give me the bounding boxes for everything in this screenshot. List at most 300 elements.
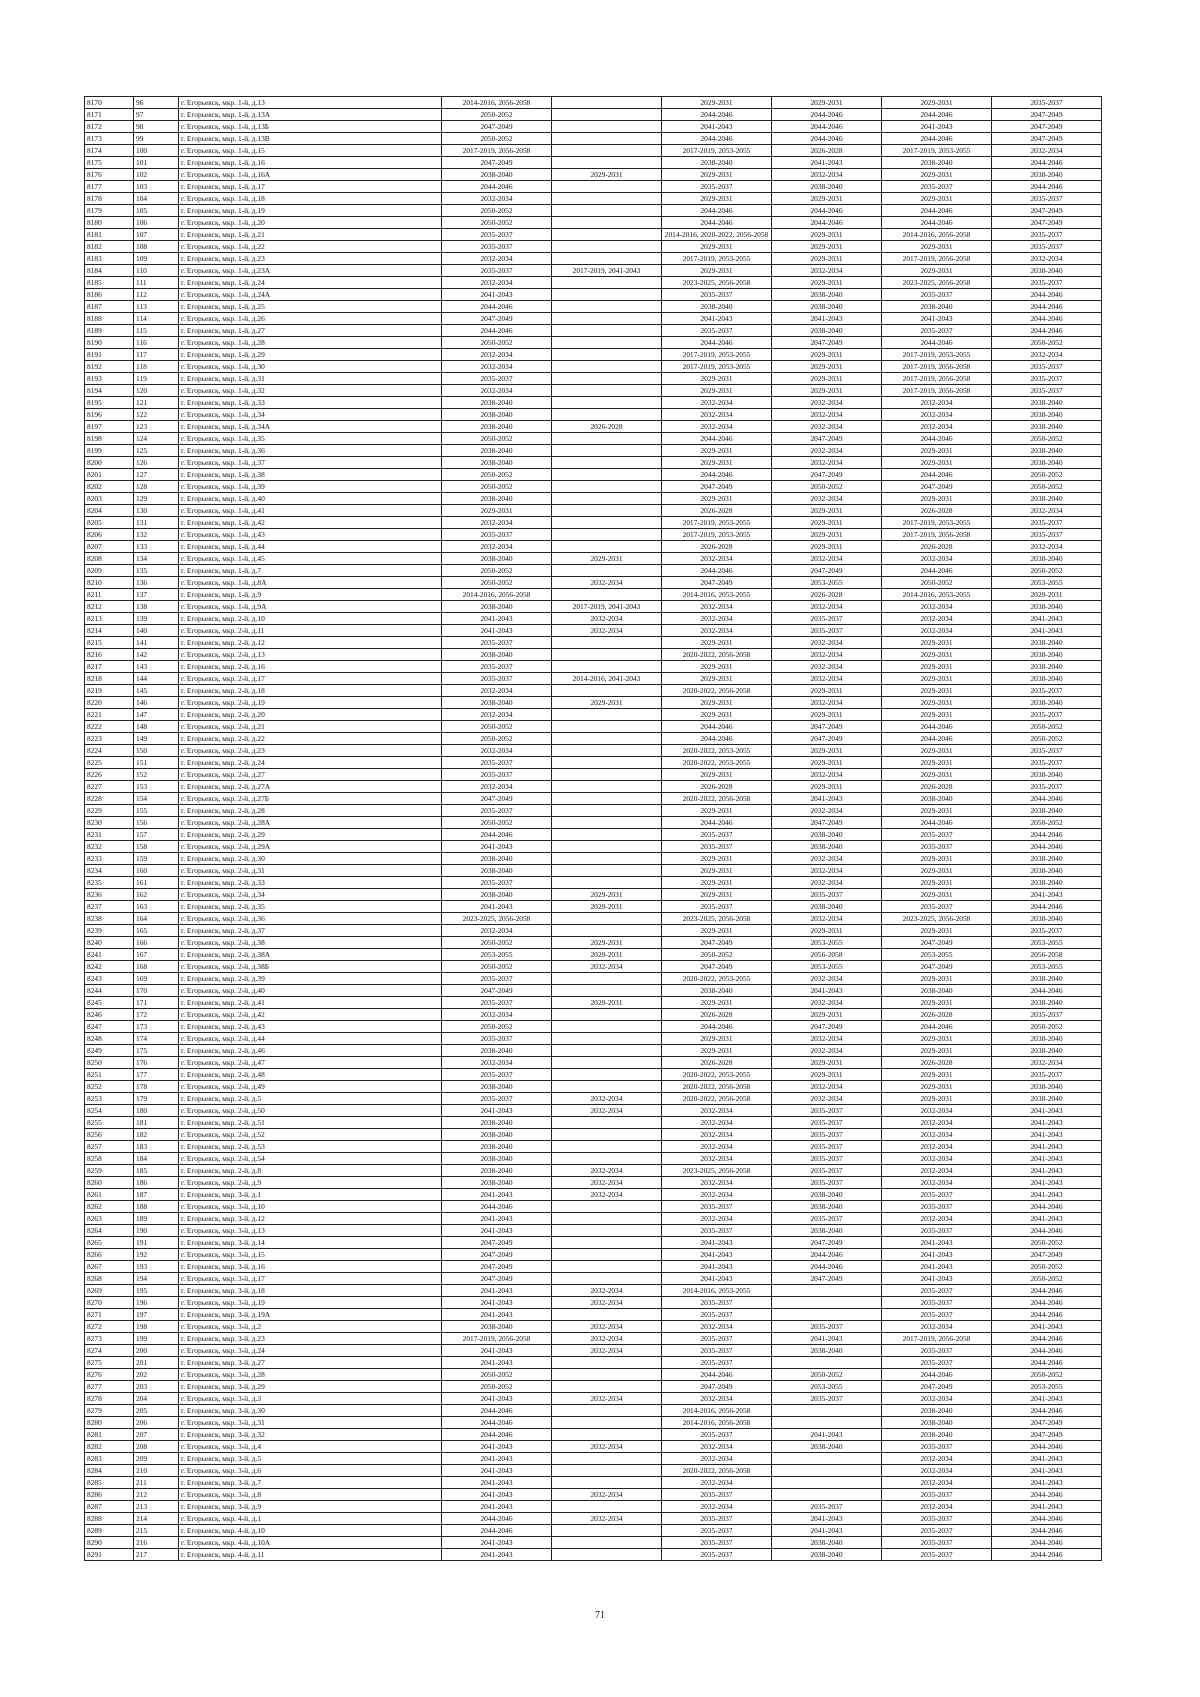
period-cell-4: 2047-2049 (772, 733, 882, 745)
period-cell-5: 2032-2034 (882, 1105, 992, 1117)
table-row (85, 1189, 1102, 1201)
record-id-cell: 8192 (85, 361, 134, 373)
period-cell-1: 2047-2049 (442, 1237, 552, 1249)
period-cell-3: 2014-2016, 2053-2055 (662, 589, 772, 601)
period-cell-4: 2041-2043 (772, 793, 882, 805)
period-cell-6: 2041-2043 (992, 1213, 1102, 1225)
table-row (85, 205, 1102, 217)
address-cell: г. Егорьевск, мкр. 2-й, д.35 (179, 901, 442, 913)
period-cell-3: 2044-2046 (662, 469, 772, 481)
row-number-cell: 145 (134, 685, 179, 697)
table-row (85, 445, 1102, 457)
period-cell-5: 2044-2046 (882, 469, 992, 481)
row-number-cell: 117 (134, 349, 179, 361)
period-cell-5: 2032-2034 (882, 1177, 992, 1189)
period-cell-5: 2029-2031 (882, 1093, 992, 1105)
record-id-cell: 8276 (85, 1369, 134, 1381)
period-cell-5: 2017-2019, 2056-2058 (882, 373, 992, 385)
period-cell-2 (552, 157, 662, 169)
period-cell-1: 2038-2040 (442, 853, 552, 865)
period-cell-2 (552, 1525, 662, 1537)
address-cell: г. Егорьевск, мкр. 2-й, д.20 (179, 709, 442, 721)
row-number-cell: 99 (134, 133, 179, 145)
period-cell-6: 2038-2040 (992, 169, 1102, 181)
table-row (85, 1273, 1102, 1285)
period-cell-1: 2044-2046 (442, 1429, 552, 1441)
period-cell-1: 2038-2040 (442, 601, 552, 613)
period-cell-3: 2044-2046 (662, 337, 772, 349)
period-cell-1: 2041-2043 (442, 1309, 552, 1321)
period-cell-4: 2029-2031 (772, 253, 882, 265)
period-cell-4: 2035-2037 (772, 613, 882, 625)
row-number-cell: 140 (134, 625, 179, 637)
period-cell-2 (552, 757, 662, 769)
row-number-cell: 189 (134, 1213, 179, 1225)
period-cell-4: 2032-2034 (772, 553, 882, 565)
period-cell-3: 2029-2031 (662, 193, 772, 205)
record-id-cell: 8183 (85, 253, 134, 265)
period-cell-6: 2047-2049 (992, 205, 1102, 217)
record-id-cell: 8230 (85, 817, 134, 829)
table-row (85, 805, 1102, 817)
record-id-cell: 8223 (85, 733, 134, 745)
period-cell-5: 2029-2031 (882, 1033, 992, 1045)
period-cell-6: 2050-2052 (992, 733, 1102, 745)
row-number-cell: 203 (134, 1381, 179, 1393)
address-cell: г. Егорьевск, мкр. 1-й, д.32 (179, 385, 442, 397)
period-cell-2 (552, 565, 662, 577)
row-number-cell: 186 (134, 1177, 179, 1189)
row-number-cell: 175 (134, 1045, 179, 1057)
period-cell-1: 2041-2043 (442, 1285, 552, 1297)
period-cell-2 (552, 541, 662, 553)
period-cell-2 (552, 877, 662, 889)
period-cell-6: 2032-2034 (992, 145, 1102, 157)
period-cell-3: 2029-2031 (662, 889, 772, 901)
row-number-cell: 133 (134, 541, 179, 553)
period-cell-4: 2032-2034 (772, 973, 882, 985)
table-row (85, 1345, 1102, 1357)
period-cell-1: 2035-2037 (442, 529, 552, 541)
period-cell-2 (552, 1045, 662, 1057)
row-number-cell: 139 (134, 613, 179, 625)
period-cell-2: 2032-2034 (552, 1321, 662, 1333)
period-cell-4: 2032-2034 (772, 1093, 882, 1105)
period-cell-5: 2035-2037 (882, 901, 992, 913)
period-cell-2 (552, 589, 662, 601)
period-cell-4: 2038-2040 (772, 301, 882, 313)
row-number-cell: 166 (134, 937, 179, 949)
page-number: 71 (595, 1610, 605, 1621)
record-id-cell: 8216 (85, 649, 134, 661)
row-number-cell: 141 (134, 637, 179, 649)
period-cell-4: 2029-2031 (772, 517, 882, 529)
period-cell-1: 2032-2034 (442, 349, 552, 361)
period-cell-4: 2029-2031 (772, 277, 882, 289)
table-row (85, 397, 1102, 409)
period-cell-1: 2038-2040 (442, 1129, 552, 1141)
period-cell-1: 2029-2031 (442, 505, 552, 517)
period-cell-2: 2029-2031 (552, 169, 662, 181)
table-row (85, 673, 1102, 685)
period-cell-6: 2035-2037 (992, 529, 1102, 541)
record-id-cell: 8238 (85, 913, 134, 925)
period-cell-4: 2032-2034 (772, 493, 882, 505)
period-cell-5: 2029-2031 (882, 193, 992, 205)
period-cell-6: 2041-2043 (992, 1105, 1102, 1117)
address-cell: г. Егорьевск, мкр. 3-й, д.30 (179, 1405, 442, 1417)
period-cell-1: 2038-2040 (442, 1177, 552, 1189)
row-number-cell: 115 (134, 325, 179, 337)
period-cell-4: 2029-2031 (772, 925, 882, 937)
period-cell-3: 2035-2037 (662, 1489, 772, 1501)
period-cell-6: 2038-2040 (992, 805, 1102, 817)
period-cell-5: 2029-2031 (882, 865, 992, 877)
period-cell-4: 2032-2034 (772, 169, 882, 181)
record-id-cell: 8222 (85, 721, 134, 733)
row-number-cell: 193 (134, 1261, 179, 1273)
period-cell-2 (552, 1261, 662, 1273)
record-id-cell: 8193 (85, 373, 134, 385)
period-cell-5: 2032-2034 (882, 1117, 992, 1129)
record-id-cell: 8252 (85, 1081, 134, 1093)
period-cell-5: 2032-2034 (882, 1165, 992, 1177)
address-cell: г. Егорьевск, мкр. 2-й, д.43 (179, 1021, 442, 1033)
period-cell-6: 2044-2046 (992, 1537, 1102, 1549)
record-id-cell: 8228 (85, 793, 134, 805)
period-cell-2: 2032-2034 (552, 1333, 662, 1345)
record-id-cell: 8179 (85, 205, 134, 217)
row-number-cell: 178 (134, 1081, 179, 1093)
address-cell: г. Егорьевск, мкр. 2-й, д.42 (179, 1009, 442, 1021)
address-cell: г. Егорьевск, мкр. 3-й, д.14 (179, 1237, 442, 1249)
row-number-cell: 114 (134, 313, 179, 325)
period-cell-3: 2035-2037 (662, 325, 772, 337)
period-cell-3: 2029-2031 (662, 385, 772, 397)
period-cell-1: 2047-2049 (442, 1273, 552, 1285)
period-cell-5: 2035-2037 (882, 1513, 992, 1525)
table-row (85, 1081, 1102, 1093)
period-cell-6: 2035-2037 (992, 745, 1102, 757)
period-cell-6: 2038-2040 (992, 649, 1102, 661)
row-number-cell: 112 (134, 289, 179, 301)
table-row (85, 337, 1102, 349)
period-cell-2 (552, 289, 662, 301)
row-number-cell: 138 (134, 601, 179, 613)
row-number-cell: 119 (134, 373, 179, 385)
period-cell-1: 2050-2052 (442, 733, 552, 745)
period-cell-3: 2032-2034 (662, 1177, 772, 1189)
row-number-cell: 177 (134, 1069, 179, 1081)
period-cell-6: 2044-2046 (992, 1549, 1102, 1561)
record-id-cell: 8286 (85, 1489, 134, 1501)
period-cell-4: 2047-2049 (772, 817, 882, 829)
period-cell-4: 2029-2031 (772, 361, 882, 373)
table-row (85, 1009, 1102, 1021)
row-number-cell: 213 (134, 1501, 179, 1513)
period-cell-4: 2038-2040 (772, 325, 882, 337)
period-cell-6: 2050-2052 (992, 817, 1102, 829)
row-number-cell: 152 (134, 769, 179, 781)
period-cell-2 (552, 361, 662, 373)
record-id-cell: 8278 (85, 1393, 134, 1405)
period-cell-4: 2035-2037 (772, 1141, 882, 1153)
address-cell: г. Егорьевск, мкр. 1-й, д.20 (179, 217, 442, 229)
table-row (85, 1069, 1102, 1081)
period-cell-2 (552, 1501, 662, 1513)
period-cell-2: 2032-2034 (552, 1393, 662, 1405)
period-cell-6: 2038-2040 (992, 1033, 1102, 1045)
row-number-cell: 116 (134, 337, 179, 349)
period-cell-1: 2050-2052 (442, 577, 552, 589)
period-cell-4: 2035-2037 (772, 1153, 882, 1165)
period-cell-6: 2041-2043 (992, 1117, 1102, 1129)
period-cell-3: 2044-2046 (662, 133, 772, 145)
period-cell-1: 2050-2052 (442, 961, 552, 973)
period-cell-5: 2029-2031 (882, 745, 992, 757)
table-row (85, 997, 1102, 1009)
period-cell-2: 2032-2034 (552, 625, 662, 637)
period-cell-4: 2044-2046 (772, 217, 882, 229)
period-cell-1: 2050-2052 (442, 217, 552, 229)
period-cell-4: 2032-2034 (772, 457, 882, 469)
housing-schedule-sheet (84, 96, 1102, 1561)
row-number-cell: 143 (134, 661, 179, 673)
period-cell-2 (552, 409, 662, 421)
period-cell-6: 2044-2046 (992, 1489, 1102, 1501)
period-cell-4: 2050-2052 (772, 1369, 882, 1381)
period-cell-2: 2032-2034 (552, 577, 662, 589)
period-cell-1: 2014-2016, 2056-2058 (442, 589, 552, 601)
table-row (85, 781, 1102, 793)
record-id-cell: 8178 (85, 193, 134, 205)
table-row (85, 985, 1102, 997)
record-id-cell: 8282 (85, 1441, 134, 1453)
period-cell-4: 2032-2034 (772, 1081, 882, 1093)
record-id-cell: 8235 (85, 877, 134, 889)
period-cell-6: 2038-2040 (992, 1093, 1102, 1105)
table-row (85, 1453, 1102, 1465)
row-number-cell: 205 (134, 1405, 179, 1417)
period-cell-6: 2044-2046 (992, 829, 1102, 841)
period-cell-5: 2023-2025, 2056-2058 (882, 277, 992, 289)
period-cell-5: 2032-2034 (882, 1501, 992, 1513)
address-cell: г. Егорьевск, мкр. 1-й, д.15 (179, 145, 442, 157)
address-cell: г. Егорьевск, мкр. 1-й, д.30 (179, 361, 442, 373)
table-row (85, 1441, 1102, 1453)
address-cell: г. Егорьевск, мкр. 1-й, д.19 (179, 205, 442, 217)
row-number-cell: 106 (134, 217, 179, 229)
period-cell-6: 2035-2037 (992, 241, 1102, 253)
table-row (85, 601, 1102, 613)
row-number-cell: 161 (134, 877, 179, 889)
period-cell-2 (552, 1021, 662, 1033)
period-cell-6: 2044-2046 (992, 1357, 1102, 1369)
record-id-cell: 8236 (85, 889, 134, 901)
address-cell: г. Егорьевск, мкр. 3-й, д.29 (179, 1381, 442, 1393)
period-cell-3: 2032-2034 (662, 1477, 772, 1489)
address-cell: г. Егорьевск, мкр. 1-й, д.9 (179, 589, 442, 601)
period-cell-4: 2026-2028 (772, 589, 882, 601)
period-cell-2: 2032-2034 (552, 1297, 662, 1309)
record-id-cell: 8186 (85, 289, 134, 301)
address-cell: г. Егорьевск, мкр. 3-й, д.6 (179, 1465, 442, 1477)
period-cell-2 (552, 1033, 662, 1045)
period-cell-4: 2044-2046 (772, 1249, 882, 1261)
period-cell-5: 2035-2037 (882, 1537, 992, 1549)
record-id-cell: 8281 (85, 1429, 134, 1441)
row-number-cell: 214 (134, 1513, 179, 1525)
period-cell-2 (552, 493, 662, 505)
period-cell-4: 2044-2046 (772, 133, 882, 145)
period-cell-5: 2044-2046 (882, 565, 992, 577)
period-cell-4: 2038-2040 (772, 1189, 882, 1201)
record-id-cell: 8226 (85, 769, 134, 781)
address-cell: г. Егорьевск, мкр. 2-й, д.31 (179, 865, 442, 877)
period-cell-2 (552, 733, 662, 745)
row-number-cell: 217 (134, 1549, 179, 1561)
period-cell-1: 2014-2016, 2056-2058 (442, 97, 552, 109)
period-cell-1: 2041-2043 (442, 613, 552, 625)
address-cell: г. Егорьевск, мкр. 2-й, д.38 (179, 937, 442, 949)
row-number-cell: 100 (134, 145, 179, 157)
period-cell-4: 2038-2040 (772, 841, 882, 853)
period-cell-1: 2047-2049 (442, 1261, 552, 1273)
period-cell-1: 2044-2046 (442, 829, 552, 841)
record-id-cell: 8197 (85, 421, 134, 433)
table-row (85, 973, 1102, 985)
period-cell-3: 2041-2043 (662, 1273, 772, 1285)
period-cell-2 (552, 457, 662, 469)
period-cell-6: 2038-2040 (992, 493, 1102, 505)
row-number-cell: 158 (134, 841, 179, 853)
row-number-cell: 124 (134, 433, 179, 445)
address-cell: г. Егорьевск, мкр. 3-й, д.9 (179, 1501, 442, 1513)
period-cell-2 (552, 217, 662, 229)
record-id-cell: 8204 (85, 505, 134, 517)
period-cell-5: 2032-2034 (882, 1393, 992, 1405)
period-cell-1: 2032-2034 (442, 361, 552, 373)
record-id-cell: 8254 (85, 1105, 134, 1117)
period-cell-2 (552, 1465, 662, 1477)
row-number-cell: 107 (134, 229, 179, 241)
period-cell-3: 2035-2037 (662, 1525, 772, 1537)
period-cell-6: 2041-2043 (992, 1153, 1102, 1165)
row-number-cell: 192 (134, 1249, 179, 1261)
record-id-cell: 8206 (85, 529, 134, 541)
period-cell-4: 2032-2034 (772, 445, 882, 457)
period-cell-2 (552, 1309, 662, 1321)
period-cell-5: 2032-2034 (882, 1477, 992, 1489)
period-cell-1: 2035-2037 (442, 1069, 552, 1081)
period-cell-2: 2032-2034 (552, 1105, 662, 1117)
period-cell-4: 2053-2055 (772, 577, 882, 589)
period-cell-2: 2029-2031 (552, 949, 662, 961)
period-cell-1: 2017-2019, 2056-2058 (442, 145, 552, 157)
period-cell-5: 2035-2037 (882, 1201, 992, 1213)
period-cell-1: 2038-2040 (442, 865, 552, 877)
period-cell-2 (552, 121, 662, 133)
record-id-cell: 8188 (85, 313, 134, 325)
table-row (85, 1285, 1102, 1297)
period-cell-1: 2050-2052 (442, 205, 552, 217)
table-row (85, 1105, 1102, 1117)
period-cell-1: 2035-2037 (442, 673, 552, 685)
period-cell-4: 2047-2049 (772, 721, 882, 733)
period-cell-6: 2038-2040 (992, 421, 1102, 433)
table-row (85, 517, 1102, 529)
record-id-cell: 8211 (85, 589, 134, 601)
address-cell: г. Егорьевск, мкр. 3-й, д.32 (179, 1429, 442, 1441)
period-cell-4: 2029-2031 (772, 349, 882, 361)
period-cell-1: 2044-2046 (442, 1417, 552, 1429)
table-row (85, 1261, 1102, 1273)
period-cell-3: 2026-2028 (662, 1009, 772, 1021)
period-cell-1: 2041-2043 (442, 289, 552, 301)
period-cell-6: 2050-2052 (992, 565, 1102, 577)
period-cell-6: 2044-2046 (992, 1525, 1102, 1537)
address-cell: г. Егорьевск, мкр. 3-й, д.27 (179, 1357, 442, 1369)
row-number-cell: 132 (134, 529, 179, 541)
period-cell-2 (552, 1129, 662, 1141)
period-cell-1: 2050-2052 (442, 109, 552, 121)
period-cell-1: 2044-2046 (442, 1201, 552, 1213)
record-id-cell: 8262 (85, 1201, 134, 1213)
record-id-cell: 8207 (85, 541, 134, 553)
address-cell: г. Егорьевск, мкр. 1-й, д.42 (179, 517, 442, 529)
table-row (85, 1489, 1102, 1501)
period-cell-2 (552, 637, 662, 649)
period-cell-4: 2032-2034 (772, 1045, 882, 1057)
period-cell-6: 2056-2058 (992, 949, 1102, 961)
table-row (85, 361, 1102, 373)
period-cell-3: 2020-2022, 2053-2055 (662, 973, 772, 985)
period-cell-3: 2020-2022, 2053-2055 (662, 757, 772, 769)
period-cell-6: 2032-2034 (992, 349, 1102, 361)
row-number-cell: 122 (134, 409, 179, 421)
period-cell-6: 2041-2043 (992, 1477, 1102, 1489)
table-row (85, 121, 1102, 133)
period-cell-5: 2038-2040 (882, 1405, 992, 1417)
period-cell-6: 2050-2052 (992, 337, 1102, 349)
row-number-cell: 121 (134, 397, 179, 409)
record-id-cell: 8214 (85, 625, 134, 637)
period-cell-2 (552, 685, 662, 697)
period-cell-6: 2032-2034 (992, 253, 1102, 265)
period-cell-4 (772, 1309, 882, 1321)
period-cell-2 (552, 1453, 662, 1465)
period-cell-5: 2017-2019, 2056-2058 (882, 529, 992, 541)
period-cell-2 (552, 1153, 662, 1165)
period-cell-5: 2029-2031 (882, 805, 992, 817)
period-cell-6: 2035-2037 (992, 229, 1102, 241)
period-cell-4: 2041-2043 (772, 1513, 882, 1525)
period-cell-4: 2032-2034 (772, 697, 882, 709)
period-cell-1: 2032-2034 (442, 385, 552, 397)
table-row (85, 181, 1102, 193)
period-cell-5: 2029-2031 (882, 661, 992, 673)
record-id-cell: 8180 (85, 217, 134, 229)
period-cell-2: 2014-2016, 2041-2043 (552, 673, 662, 685)
period-cell-3: 2044-2046 (662, 1369, 772, 1381)
table-row (85, 1477, 1102, 1489)
period-cell-6: 2038-2040 (992, 1081, 1102, 1093)
period-cell-2 (552, 277, 662, 289)
table-row (85, 1405, 1102, 1417)
period-cell-2 (552, 301, 662, 313)
record-id-cell: 8245 (85, 997, 134, 1009)
period-cell-4: 2032-2034 (772, 397, 882, 409)
